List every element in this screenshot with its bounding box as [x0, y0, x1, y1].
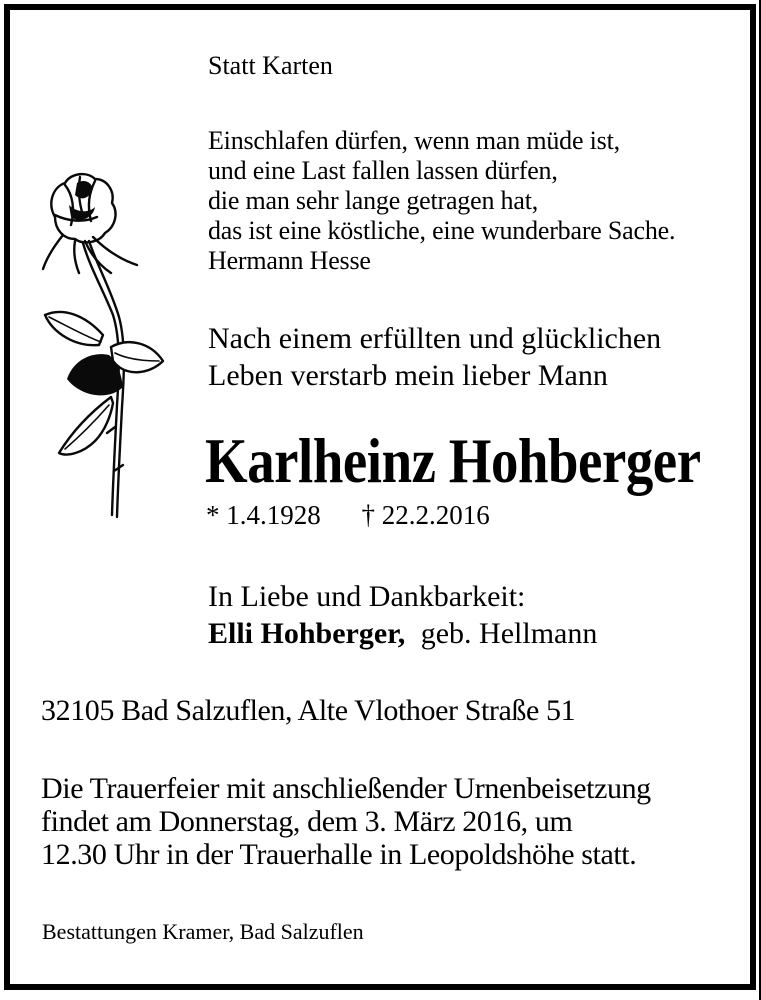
poem-line: die man sehr lange getragen hat,	[208, 186, 539, 215]
intro-line: Leben verstarb mein lieber Mann	[208, 359, 608, 392]
poem-line: Einschlafen dürfen, wenn man müde ist,	[208, 126, 620, 155]
mourning-intro: In Liebe und Dankbarkeit:	[208, 580, 526, 613]
mourner-name: Elli Hohberger,	[208, 617, 406, 650]
funeral-info-line: Die Trauerfeier mit anschließender Urnenbeisetzung	[41, 772, 651, 805]
poem-line: das ist eine köstliche, eine wunderbare Sache.	[208, 216, 676, 245]
funeral-info-line: 12.30 Uhr in der Trauerhalle in Leopoldshöhe statt.	[41, 838, 637, 871]
mourner-maiden-name: geb. Hellmann	[420, 617, 598, 650]
deceased-name: Karlheinz Hohberger	[205, 426, 701, 496]
address-line: 32105 Bad Salzuflen, Alte Vlothoer Straße 51	[41, 694, 576, 727]
poem-block	[208, 126, 675, 276]
statt-karten-label: Statt Karten	[208, 51, 333, 80]
poem-author: Hermann Hesse	[208, 246, 371, 275]
death-date: † 22.2.2016	[361, 500, 490, 530]
mourning-block	[208, 578, 597, 652]
poem-line: und eine Last fallen lassen dürfen,	[208, 156, 558, 185]
funeral-info-block	[41, 772, 651, 871]
rose-icon	[25, 165, 175, 535]
mourner-line	[208, 615, 597, 652]
funeral-info-line: findet am Donnerstag, dem 3. März 2016, um	[41, 805, 573, 838]
birth-date: * 1.4.1928	[206, 500, 321, 530]
funeral-home-line: Bestattungen Kramer, Bad Salzuflen	[42, 919, 364, 944]
intro-line: Nach einem erfüllten und glücklichen	[208, 322, 662, 355]
life-dates	[206, 500, 490, 531]
intro-block	[208, 320, 661, 394]
